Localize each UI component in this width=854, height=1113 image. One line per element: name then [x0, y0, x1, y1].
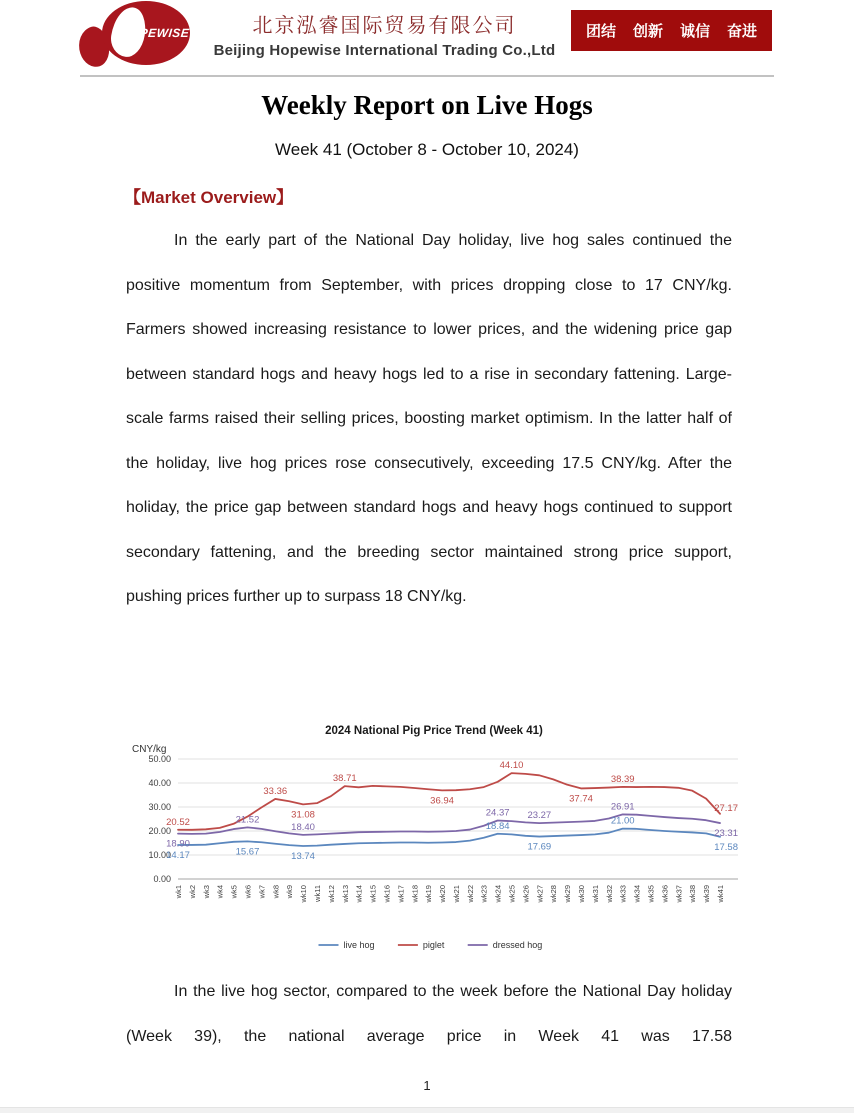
report-title: Weekly Report on Live Hogs: [261, 90, 593, 120]
logo-wordmark: HOPEWISE: [119, 26, 191, 40]
data-label: 26.91: [610, 801, 635, 813]
data-label: 38.39: [610, 773, 635, 785]
data-label: 23.31: [714, 828, 738, 840]
live-hog-paragraph: In the live hog sector, compared to the week before the National Day holiday (Week 39), the national average price in Week 41 was 17.58: [126, 983, 732, 1045]
company-name-block: [198, 0, 571, 59]
x-tick-label: wk36: [660, 885, 670, 903]
y-tick-label: 10.00: [148, 850, 171, 860]
y-tick-label: 30.00: [148, 802, 171, 812]
x-tick-label: wk39: [702, 885, 712, 903]
x-tick-label: wk34: [632, 885, 642, 903]
slogan-integrity: 诚信: [679, 23, 710, 40]
price-chart-svg: [128, 739, 740, 957]
x-tick-label: wk15: [368, 885, 378, 903]
data-label: 36.94: [430, 795, 454, 807]
slogan-banner: [571, 10, 772, 51]
x-tick-label: wk31: [590, 885, 600, 903]
x-tick-label: wk11: [312, 885, 322, 902]
data-label: 15.67: [235, 846, 260, 858]
company-logo: [78, 0, 198, 68]
legend-label-live-hog: live hog: [343, 940, 375, 950]
x-tick-label: wk13: [340, 885, 350, 903]
company-name-zh: 北京泓睿国际贸易有限公司: [252, 15, 517, 37]
data-label: 27.17: [714, 802, 738, 814]
x-tick-label: wk41: [716, 885, 725, 903]
data-label: 44.10: [499, 760, 524, 772]
data-label: 21.52: [235, 814, 260, 826]
x-tick-label: wk25: [507, 885, 517, 903]
x-tick-label: wk30: [577, 885, 587, 903]
x-tick-label: wk23: [479, 885, 489, 903]
x-tick-label: wk28: [549, 885, 559, 903]
header-divider: [80, 75, 774, 77]
data-label: 18.40: [291, 821, 315, 833]
data-label: 23.27: [527, 810, 552, 822]
data-label: 37.74: [569, 793, 593, 805]
x-tick-label: wk18: [410, 885, 420, 903]
x-tick-label: wk3: [201, 885, 211, 899]
x-tick-label: wk8: [271, 885, 281, 899]
data-label: 20.52: [166, 816, 190, 828]
y-tick-label: 40.00: [148, 778, 171, 788]
data-label: 24.37: [485, 807, 510, 819]
slogan-unity: 团结: [585, 23, 616, 40]
y-tick-label: 50.00: [148, 754, 171, 764]
data-label: 18.84: [485, 820, 510, 832]
data-label: 31.08: [291, 809, 315, 821]
x-tick-label: wk4: [215, 885, 225, 899]
page-bottom-edge: [0, 1107, 854, 1113]
x-tick-label: wk5: [229, 885, 239, 899]
chart-title: 2024 National Pig Price Trend (Week 41): [325, 725, 543, 737]
legend-label-dressed-hog: dressed hog: [492, 940, 543, 950]
data-label: 21.00: [610, 815, 635, 827]
x-tick-label: wk37: [674, 885, 684, 903]
x-tick-label: wk21: [451, 885, 461, 903]
company-name-en: Beijing Hopewise International Trading Co.,Ltd: [213, 42, 556, 59]
data-label: 18.90: [166, 838, 190, 850]
x-tick-label: wk33: [618, 885, 628, 903]
slogan-progress: 奋进: [726, 23, 757, 40]
x-tick-label: wk9: [285, 885, 295, 899]
market-overview-paragraph: In the early part of the National Day holiday, live hog sales continued the positive momentum from September, with prices dropping close to 17 CNY/kg. Farmers showed increasing resistance to lower prices, and the widening price gap between standard hogs and heavy hogs led to a rise in secondary fattening. Large-scale farms raised their selling prices, boosting market optimism. In the latter half of the holiday, live hog prices rose consecutively, exceeding 17.5 CNY/kg. After the holiday, the price gap between standard hogs and heavy hogs continued to support secondary fattening, and the breeding sector maintained strong price support, pushing prices further up to surpass 18 CNY/kg.: [126, 232, 732, 605]
data-label: 33.36: [263, 785, 288, 797]
x-tick-label: wk10: [299, 885, 309, 903]
x-tick-label: wk16: [382, 885, 392, 903]
report-subtitle: Week 41 (October 8 - October 10, 2024): [275, 140, 579, 159]
data-label: 13.74: [291, 851, 315, 863]
x-tick-label: wk12: [326, 885, 336, 903]
x-tick-label: wk22: [465, 885, 475, 903]
page-header: [0, 0, 854, 68]
x-tick-label: wk35: [646, 885, 656, 903]
x-tick-label: wk6: [243, 885, 253, 899]
y-tick-label: 20.00: [148, 826, 171, 836]
page-number: 1: [423, 1078, 431, 1093]
y-tick-label: 0.00: [153, 874, 171, 884]
x-tick-label: wk17: [396, 885, 406, 903]
x-tick-label: wk19: [424, 885, 434, 903]
data-label: 38.71: [332, 773, 357, 785]
section-heading-market-overview: 【Market Overview】: [124, 188, 294, 207]
data-label: 17.58: [714, 841, 738, 853]
x-tick-label: wk20: [438, 885, 448, 903]
slogan-innovation: 创新: [632, 23, 663, 40]
x-tick-label: wk26: [521, 885, 531, 903]
x-tick-label: wk32: [604, 885, 614, 903]
x-tick-label: wk1: [174, 885, 183, 899]
data-label: 17.69: [527, 841, 552, 853]
x-tick-label: wk7: [257, 885, 267, 899]
x-tick-label: wk27: [535, 885, 545, 903]
y-axis-unit-label: CNY/kg: [132, 744, 167, 755]
x-tick-label: wk24: [493, 885, 503, 903]
legend-label-piglet: piglet: [422, 940, 445, 950]
x-tick-label: wk2: [187, 885, 197, 899]
price-trend-chart: [128, 725, 740, 957]
x-tick-label: wk29: [563, 885, 573, 903]
data-label: 14.17: [166, 849, 190, 861]
x-tick-label: wk14: [354, 885, 364, 903]
x-tick-label: wk38: [688, 885, 698, 903]
